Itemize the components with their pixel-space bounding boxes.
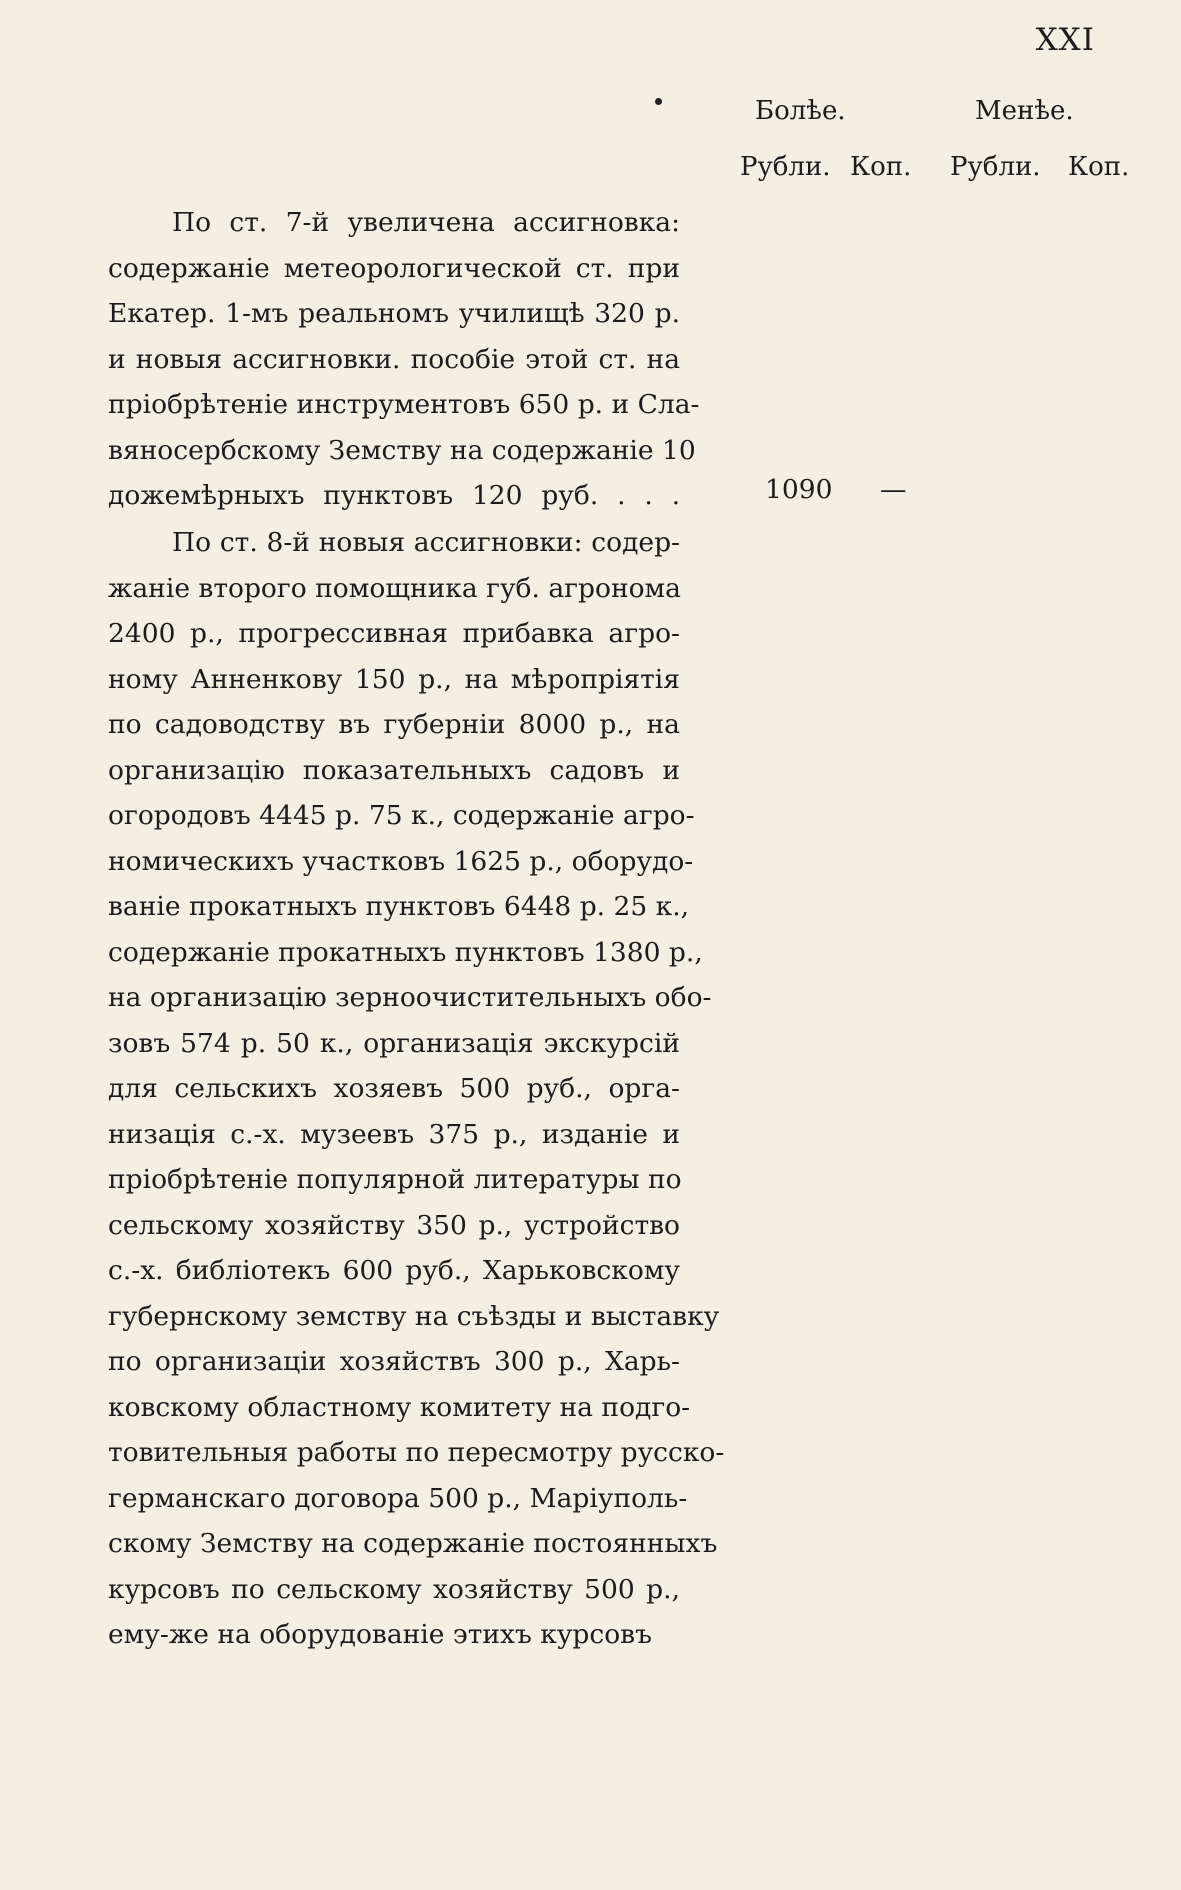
text-line: низація с.-х. музеевъ 375 р., изданіе и	[108, 1118, 680, 1150]
text-line: огородовъ 4445 р. 75 к., содержаніе агро-	[108, 800, 695, 831]
text-line: по организаціи хозяйствъ 300 р., Харь-	[108, 1346, 680, 1377]
text-line: на организацію зерноочистительныхъ обо-	[108, 982, 712, 1013]
column-header-less: Менѣе.	[975, 96, 1074, 126]
text-line: для сельскихъ хозяевъ 500 руб., орга-	[108, 1073, 680, 1104]
text-line: по садоводству въ губерніи 8000 р., на	[108, 709, 680, 740]
text-line: скому Земству на содержаніе постоянныхъ	[108, 1528, 718, 1559]
paragraph-article-7	[108, 200, 700, 519]
text-line: ваніе прокатныхъ пунктовъ 6448 р. 25 к.,	[108, 891, 690, 922]
text-line: губернскому земству на съѣзды и выставку	[108, 1300, 720, 1332]
amount-rubles: 1090	[765, 474, 833, 505]
text-line: 2400 р., прогрессивная прибавка агро-	[108, 618, 680, 649]
text-line: курсовъ по сельскому хозяйству 500 р.,	[108, 1573, 680, 1605]
column-header-kopecks-less: Коп.	[1068, 152, 1130, 182]
bullet-mark	[655, 98, 662, 105]
text-line: содержаніе прокатныхъ пунктовъ 1380 р.,	[108, 936, 703, 968]
text-line: По ст. 8-й новыя ассигновки: содер-	[172, 527, 680, 558]
text-line: По ст. 7-й увеличена ассигновка:	[172, 207, 680, 238]
paragraph-article-8	[108, 520, 725, 1658]
text-line: номическихъ участковъ 1625 р., оборудо-	[108, 845, 694, 877]
text-line: вяносербскому Земству на содержаніе 10	[108, 434, 696, 466]
text-line: германскаго договора 500 р., Маріуполь-	[108, 1482, 688, 1514]
column-header-rubles-more: Рубли.	[740, 152, 831, 182]
text-line: пріобрѣтеніе инструментовъ 650 р. и Сла-	[108, 389, 700, 420]
column-header-more: Болѣе.	[755, 96, 846, 126]
amount-kopecks: —	[880, 474, 907, 505]
text-line: и новыя ассигновки. пособіе этой ст. на	[108, 343, 680, 375]
text-line: ному Анненкову 150 р., на мѣропріятія	[108, 663, 680, 695]
column-header-rubles-less: Рубли.	[950, 152, 1041, 182]
text-line: зовъ 574 р. 50 к., организація экскурсій	[108, 1027, 680, 1059]
text-line: пріобрѣтеніе популярной литературы по	[108, 1164, 682, 1195]
text-line: сельскому хозяйству 350 р., устройство	[108, 1209, 680, 1241]
text-line: ковскому областному комитету на подго-	[108, 1391, 691, 1423]
page-number: XXI	[1035, 22, 1095, 58]
text-line: с.-х. библіотекъ 600 руб., Харьковскому	[108, 1255, 680, 1286]
text-line: ему-же на оборудованіе этихъ курсовъ	[108, 1619, 652, 1650]
text-line: товительныя работы по пересмотру русско-	[108, 1437, 725, 1468]
column-header-kopecks-more: Коп.	[850, 152, 912, 182]
text-line: Екатер. 1-мъ реальномъ училищѣ 320 р.	[108, 298, 680, 329]
text-line: жаніе второго помощника губ. агронома	[108, 572, 681, 604]
text-line: содержаніе метеорологической ст. при	[108, 252, 680, 284]
text-line: организацію показательныхъ садовъ и	[108, 754, 680, 786]
text-line: дожемѣрныхъ пунктовъ 120 руб. . . .	[108, 480, 680, 511]
